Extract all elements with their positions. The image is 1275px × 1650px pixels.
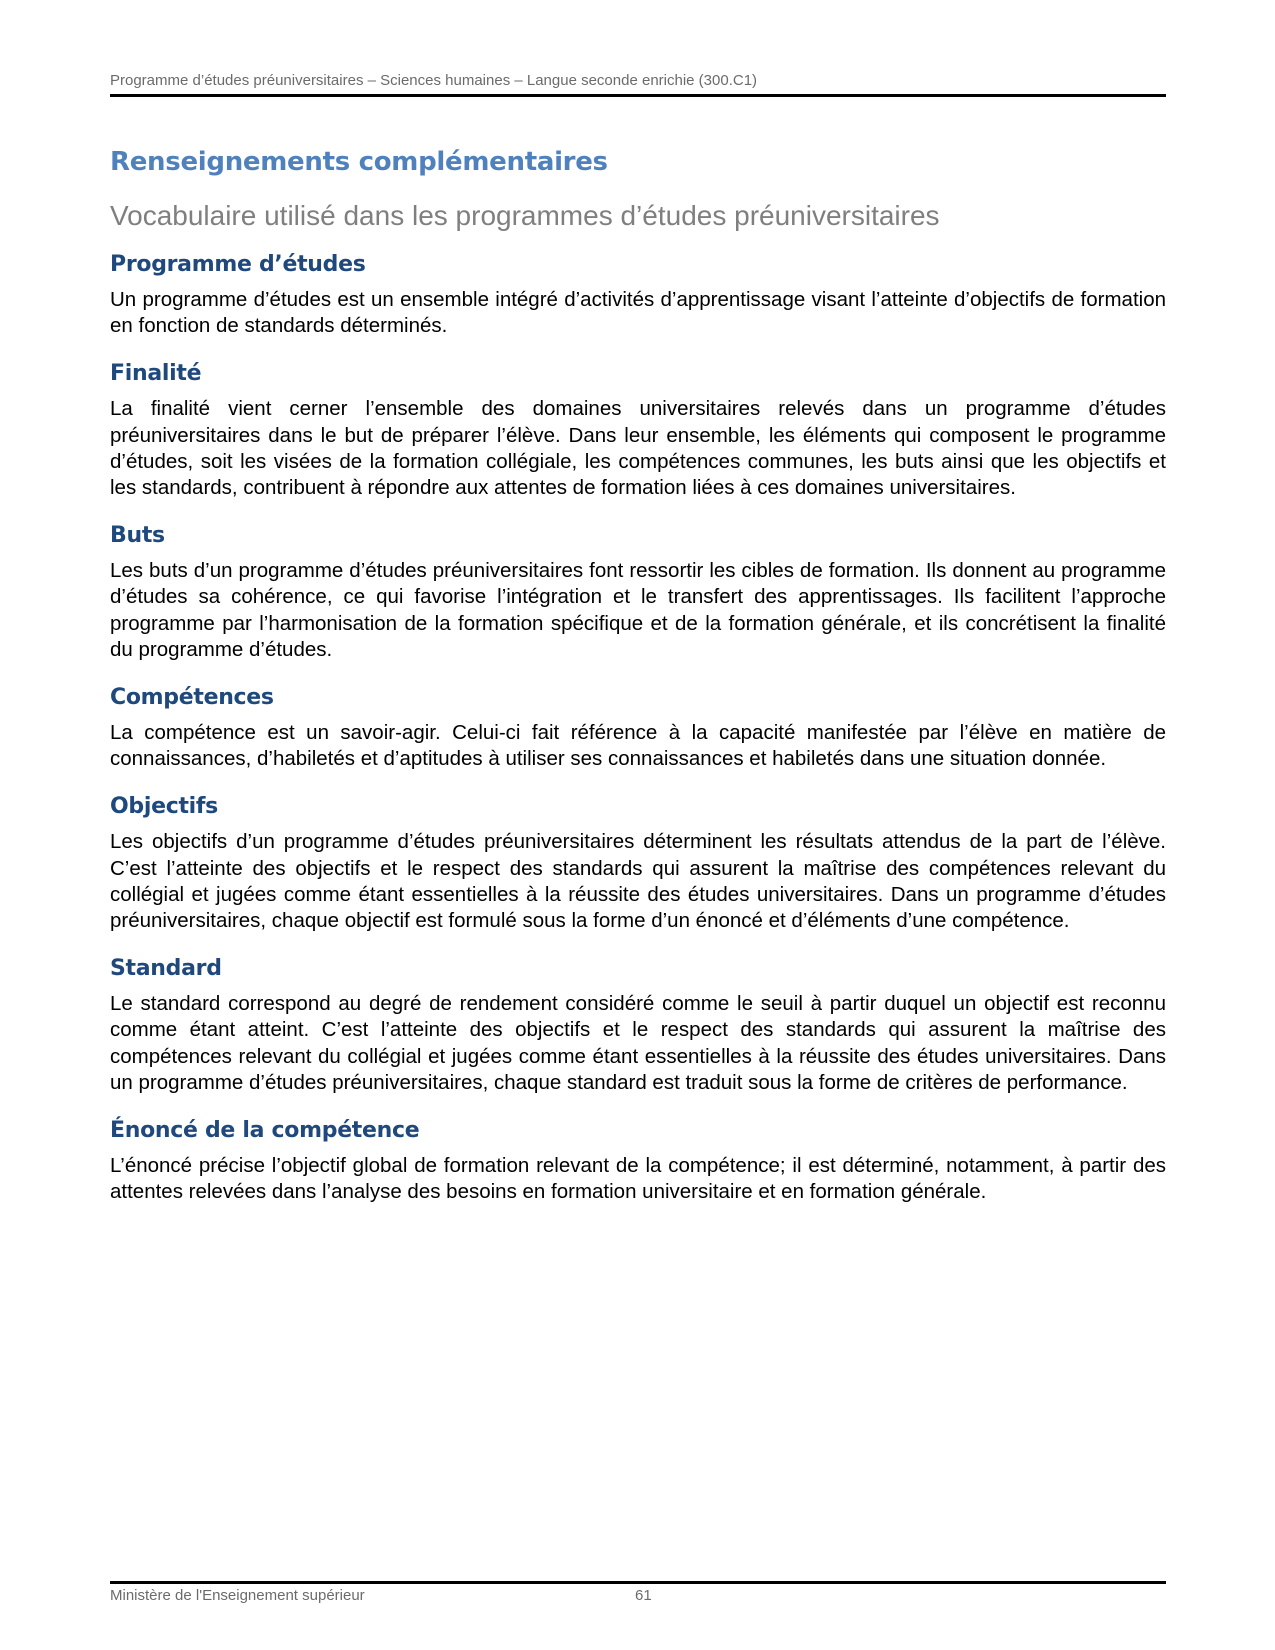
section-competences xyxy=(110,684,1166,772)
section-text: La compétence est un savoir-agir. Celui-ci fait référence à la capacité manifestée par l’élève en matière de connaissances, d’habiletés et d’aptitudes à utiliser ses connaissances et habiletés dans une situation donnée. xyxy=(110,721,1166,771)
section-text: Les objectifs d’un programme d’études préuniversitaires déterminent les résultats attendus de la part de l’élève. C’est l’atteinte des objectifs et le respect des standards qui assurent la maîtrise des compétences relevant du collégial et jugées comme étant essentielles à la réussite des études universitaires. Dans un programme d’études préuniversitaires, chaque objectif est formulé sous la forme d’un énoncé et d’éléments d’une compétence. xyxy=(110,830,1166,933)
section-programme-etudes xyxy=(110,251,1166,339)
section-text: L’énoncé précise l’objectif global de formation relevant de la compétence; il est déterminé, notamment, à partir des attentes relevées dans l’analyse des besoins en formation universitaire et en formation générale. xyxy=(110,1154,1166,1204)
section-heading: Programme d’études xyxy=(110,252,366,277)
page-number: 61 xyxy=(635,1587,652,1604)
section-text: La finalité vient cerner l’ensemble des domaines universitaires relevés dans un programme d’études préuniversitaires dans le but de préparer l’élève. Dans leur ensemble, les éléments qui composent le programme d’études, soit les visées de la formation collégiale, les compétences communes, les buts ainsi que les objectifs et les standards, contribuent à répondre aux attentes de formation liées à ces domaines universitaires. xyxy=(110,397,1166,500)
footer-rule xyxy=(110,1581,1166,1584)
section-enonce-competence xyxy=(110,1117,1166,1205)
section-heading: Énoncé de la compétence xyxy=(110,1118,420,1144)
section-buts xyxy=(110,522,1166,663)
section-heading: Compétences xyxy=(110,685,274,711)
section-objectifs xyxy=(110,793,1166,934)
section-heading: Finalité xyxy=(110,361,202,387)
section-text: Un programme d’études est un ensemble intégré d’activités d’apprentissage visant l’atteinte d’objectifs de formation en fonction de standards déterminés. xyxy=(110,288,1166,338)
page-footer xyxy=(110,1581,1166,1609)
section-text: Les buts d’un programme d’études préuniversitaires font ressortir les cibles de formation. Ils donnent au programme d’études sa cohérence, ce qui favorise l’intégration et le transfert des apprentissages. Ils facilitent l’approche programme par l’harmonisation de la formation spécifique et de la formation générale, et ils concrétisent la finalité du programme d’études. xyxy=(110,559,1166,661)
footer-ministry: Ministère de l'Enseignement supérieur xyxy=(110,1587,365,1604)
section-finalite xyxy=(110,360,1166,501)
section-standard xyxy=(110,955,1166,1096)
page-subtitle: Vocabulaire utilisé dans les programmes d’études préuniversitaires xyxy=(110,200,940,231)
page-header xyxy=(110,72,1166,97)
page-content xyxy=(110,145,1166,1226)
section-heading: Buts xyxy=(110,523,165,549)
page-title: Renseignements complémentaires xyxy=(110,147,608,177)
section-heading: Standard xyxy=(110,956,222,982)
section-text: Le standard correspond au degré de rendement considéré comme le seuil à partir duquel un objectif est reconnu comme étant atteint. C’est l’atteinte des objectifs et le respect des standards qui assurent la maîtrise des compétences relevant du collégial et jugées comme étant essentielles à la réussite des études universitaires. Dans un programme d’études préuniversitaires, chaque standard est traduit sous la forme de critères de performance. xyxy=(110,992,1166,1094)
section-heading: Objectifs xyxy=(110,794,218,820)
running-title: Programme d’études préuniversitaires – Sciences humaines – Langue seconde enrichie (300.C1) xyxy=(110,72,758,89)
header-rule xyxy=(110,94,1166,97)
